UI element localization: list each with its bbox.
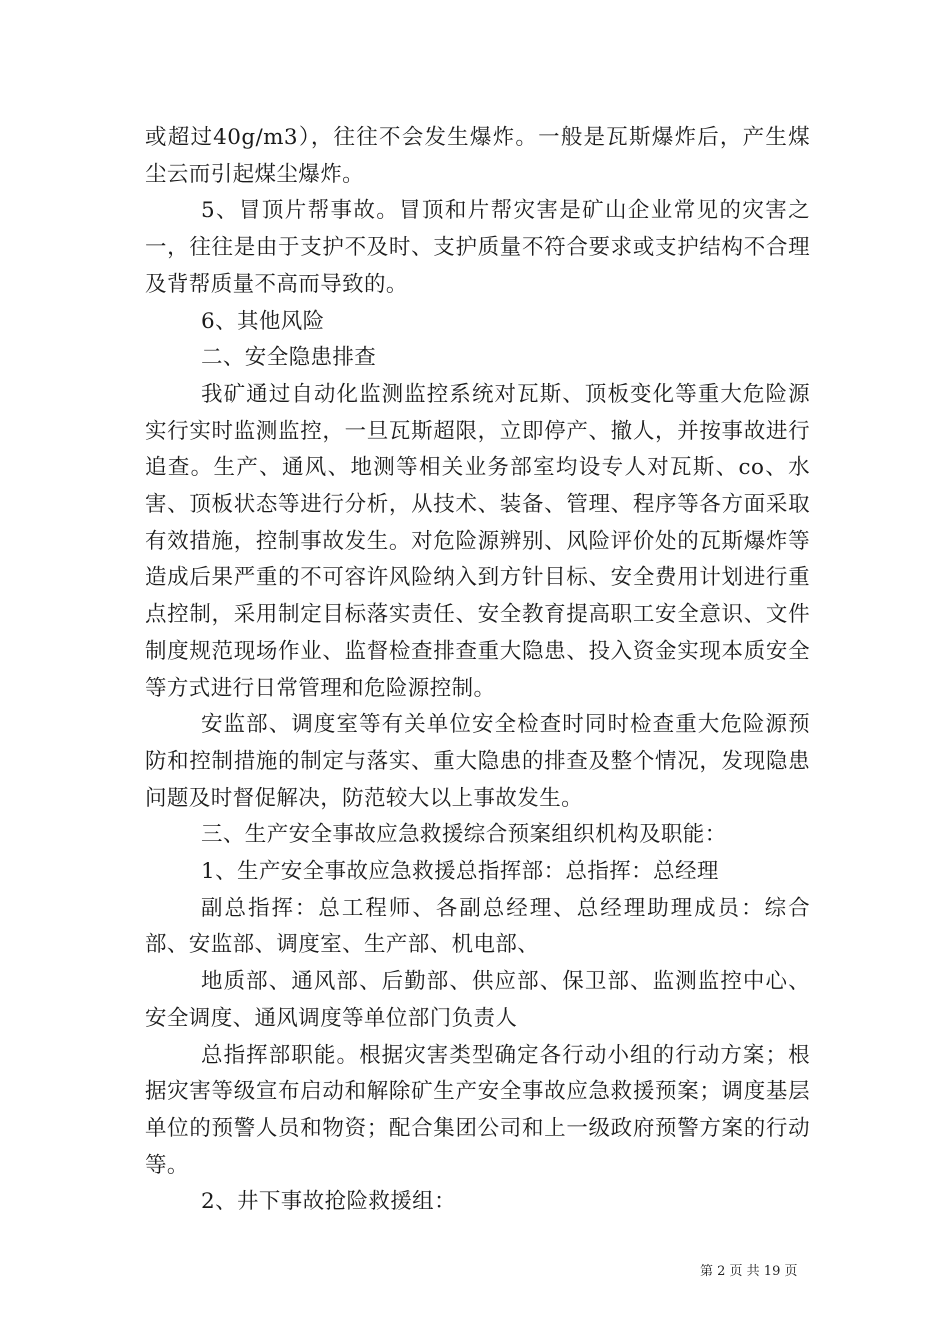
paragraph-10: 地质部、通风部、后勤部、供应部、保卫部、监测监控中心、安全调度、通风调度等单位部门负责人 xyxy=(145,969,810,1031)
paragraph-3: 6、其他风险 xyxy=(201,308,325,334)
paragraph-9: 副总指挥：总工程师、各副总经理、总经理助理成员：综合部、安监部、调度室、生产部、机电部、 xyxy=(145,895,810,958)
page-number: 第 2 页 共 19 页 xyxy=(700,1264,798,1279)
section-heading-3: 三、生产安全事故应急救援综合预案组织机构及职能： xyxy=(201,822,727,848)
paragraph-12: 2、井下事故抢险救援组： xyxy=(201,1189,456,1215)
paragraph-8: 1、生产安全事故应急救援总指挥部：总指挥：总经理 xyxy=(201,859,719,885)
document-body xyxy=(145,120,810,1221)
paragraph-6: 安监部、调度室等有关单位安全检查时同时检查重大危险源预防和控制措施的制定与落实、重大隐患的排查及整个情况，发现隐患问题及时督促解决，防范较大以上事故发生。 xyxy=(145,712,810,811)
paragraph-2: 5、冒顶片帮事故。冒顶和片帮灾害是矿山企业常见的灾害之一，往往是由于支护不及时、支护质量不符合要求或支护结构不合理及背帮质量不高而导致的。 xyxy=(145,198,810,297)
paragraph-11: 总指挥部职能。根据灾害类型确定各行动小组的行动方案；根据灾害等级宣布启动和解除矿生产安全事故应急救援预案；调度基层单位的预警人员和物资；配合集团公司和上一级政府预警方案的行动等。 xyxy=(145,1042,810,1178)
paragraph-1: 或超过40g/m3），往往不会发生爆炸。一般是瓦斯爆炸后，产生煤尘云而引起煤尘爆炸。 xyxy=(145,125,810,187)
paragraph-5: 我矿通过自动化监测监控系统对瓦斯、顶板变化等重大危险源实行实时监测监控，一旦瓦斯超限，立即停产、撤人，并按事故进行追查。生产、通风、地测等相关业务部室均设专人对瓦斯、co、水害、顶板状态等进行分析，从技术、装备、管理、程序等各方面采取有效措施，控制事故发生。对危险源辨别、风险评价处的瓦斯爆炸等造成后果严重的不可容许风险纳入到方针目标、安全费用计划进行重点控制，采用制定目标落实责任、安全教育提高职工安全意识、文件制度规范现场作业、监督检查排查重大隐患、投入资金实现本质安全等方式进行日常管理和危险源控制。 xyxy=(145,381,810,701)
section-heading-2: 二、安全隐患排查 xyxy=(201,345,377,371)
